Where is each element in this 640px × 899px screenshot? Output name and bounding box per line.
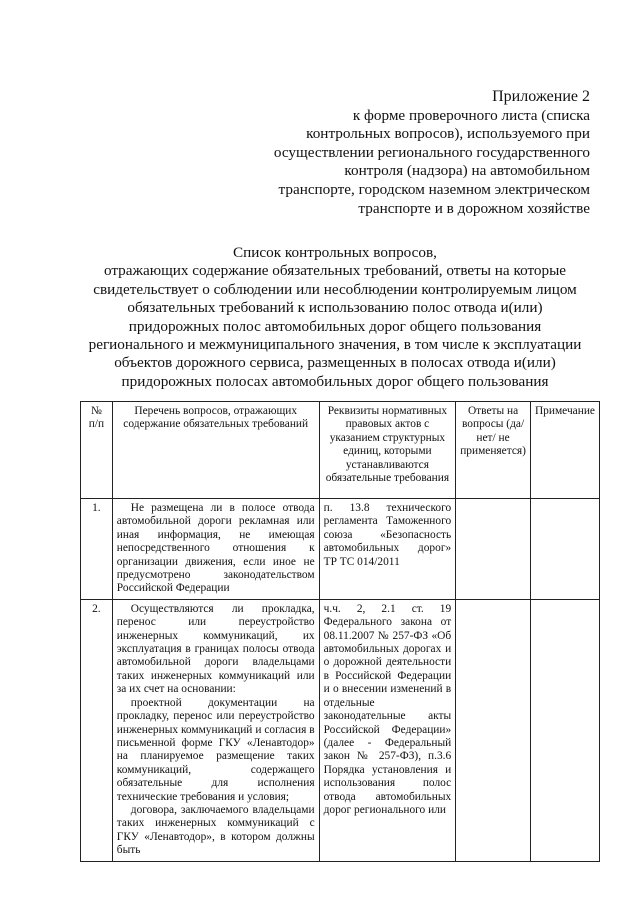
table-row: [81, 499, 600, 600]
row-answer-cell[interactable]: [456, 599, 531, 861]
heading-line: отражающих содержание обязательных требований, ответы на которые: [103, 262, 567, 280]
appendix-line: транспорте и в дорожном хозяйстве: [358, 199, 590, 217]
table-row: [81, 599, 600, 861]
appendix-line: контрольных вопросов), используемого при: [306, 125, 590, 143]
question-text: Не размещена ли в полосе отвода автомобильной дороги рекламная или иная информация, не имеющая непосредственного отношения к организации движения, если иное не предусмотрено законодательством Российской Федерации: [116, 502, 315, 595]
row-question: [112, 499, 319, 600]
row-answer-cell[interactable]: [456, 499, 531, 600]
heading-line: обязательных требований к использованию полос отвода и(или): [127, 299, 543, 317]
heading-line: свидетельствует о соблюдении или несоблюдении контролируемым лицом: [93, 280, 577, 298]
heading-line: придорожных полосах автомобильных дорог общего пользования: [121, 372, 549, 390]
question-paragraph: договора, заключаемого владельцами таких инженерных коммуникаций с ГКУ «Ленавтодор», в котором должны быть: [116, 803, 315, 857]
header-notes: Примечание: [530, 402, 599, 499]
table-header-row: [81, 402, 600, 499]
row-requisites: ч.ч. 2, 2.1 ст. 19 Федерального закона от 08.11.2007 № 257-ФЗ «Об автомобильных дорогах и о дорожной деятельности в Российской Федерации и о внесении изменений в отдельные законодательные акты Российской Федерации» (далее - Федеральный закон № 257-ФЗ), п.3.6 Порядка установления и использования полос отвода автомобильных дорог регионального или: [319, 599, 456, 861]
header-num: № п/п: [81, 402, 113, 499]
row-num: 1.: [81, 499, 113, 600]
appendix-line: осуществлении регионального государственного: [273, 143, 590, 161]
header-requisites: Реквизиты нормативных правовых актов с указанием структурных единиц, которыми устанавливаются обязательные требования: [319, 402, 456, 499]
question-paragraph: Осуществляются ли прокладка, перенос или переустройство инженерных коммуникаций, их эксплуатация в границах полосы отвода автомобильной дороги владельцами таких инженерных коммуникаций или за их счет на основании:: [116, 602, 315, 696]
appendix-line: транспорте, городском наземном электрическом: [278, 180, 590, 198]
heading-line: придорожных полос автомобильных дорог общего пользования: [128, 317, 542, 335]
header-answers: Ответы на вопросы (да/нет/ не применяется): [456, 402, 531, 499]
appendix-line: контроля (надзора) на автомобильном: [344, 162, 590, 180]
appendix-title: Приложение 2: [492, 88, 590, 105]
header-questions: Перечень вопросов, отражающих содержание обязательных требований: [112, 402, 319, 499]
row-note-cell[interactable]: [530, 599, 599, 861]
checklist-table: [80, 401, 600, 862]
row-question: [112, 599, 319, 861]
heading-line: объектов дорожного сервиса, размещенных в полосах отвода и(или): [114, 354, 556, 372]
appendix-line: к форме проверочного листа (списка: [352, 106, 590, 124]
question-paragraph: проектной документации на прокладку, перенос или переустройство инженерных коммуникаций и согласия в письменной форме ГКУ «Ленавтодор» на планируемое размещение таких коммуникаций, содержащего обязательные для исполнения технические требования и условия;: [116, 696, 315, 803]
row-requisites: п. 13.8 технического регламента Таможенного союза «Безопасность автомобильных дорог» ТР ТС 014/2011: [319, 499, 456, 600]
appendix-block: [250, 88, 590, 218]
row-num: 2.: [81, 599, 113, 861]
heading-line: регионального и межмуниципального значения, в том числе к эксплуатации: [88, 336, 582, 354]
heading-line: Список контрольных вопросов,: [233, 244, 437, 261]
document-heading: [70, 244, 600, 391]
row-note-cell[interactable]: [530, 499, 599, 600]
